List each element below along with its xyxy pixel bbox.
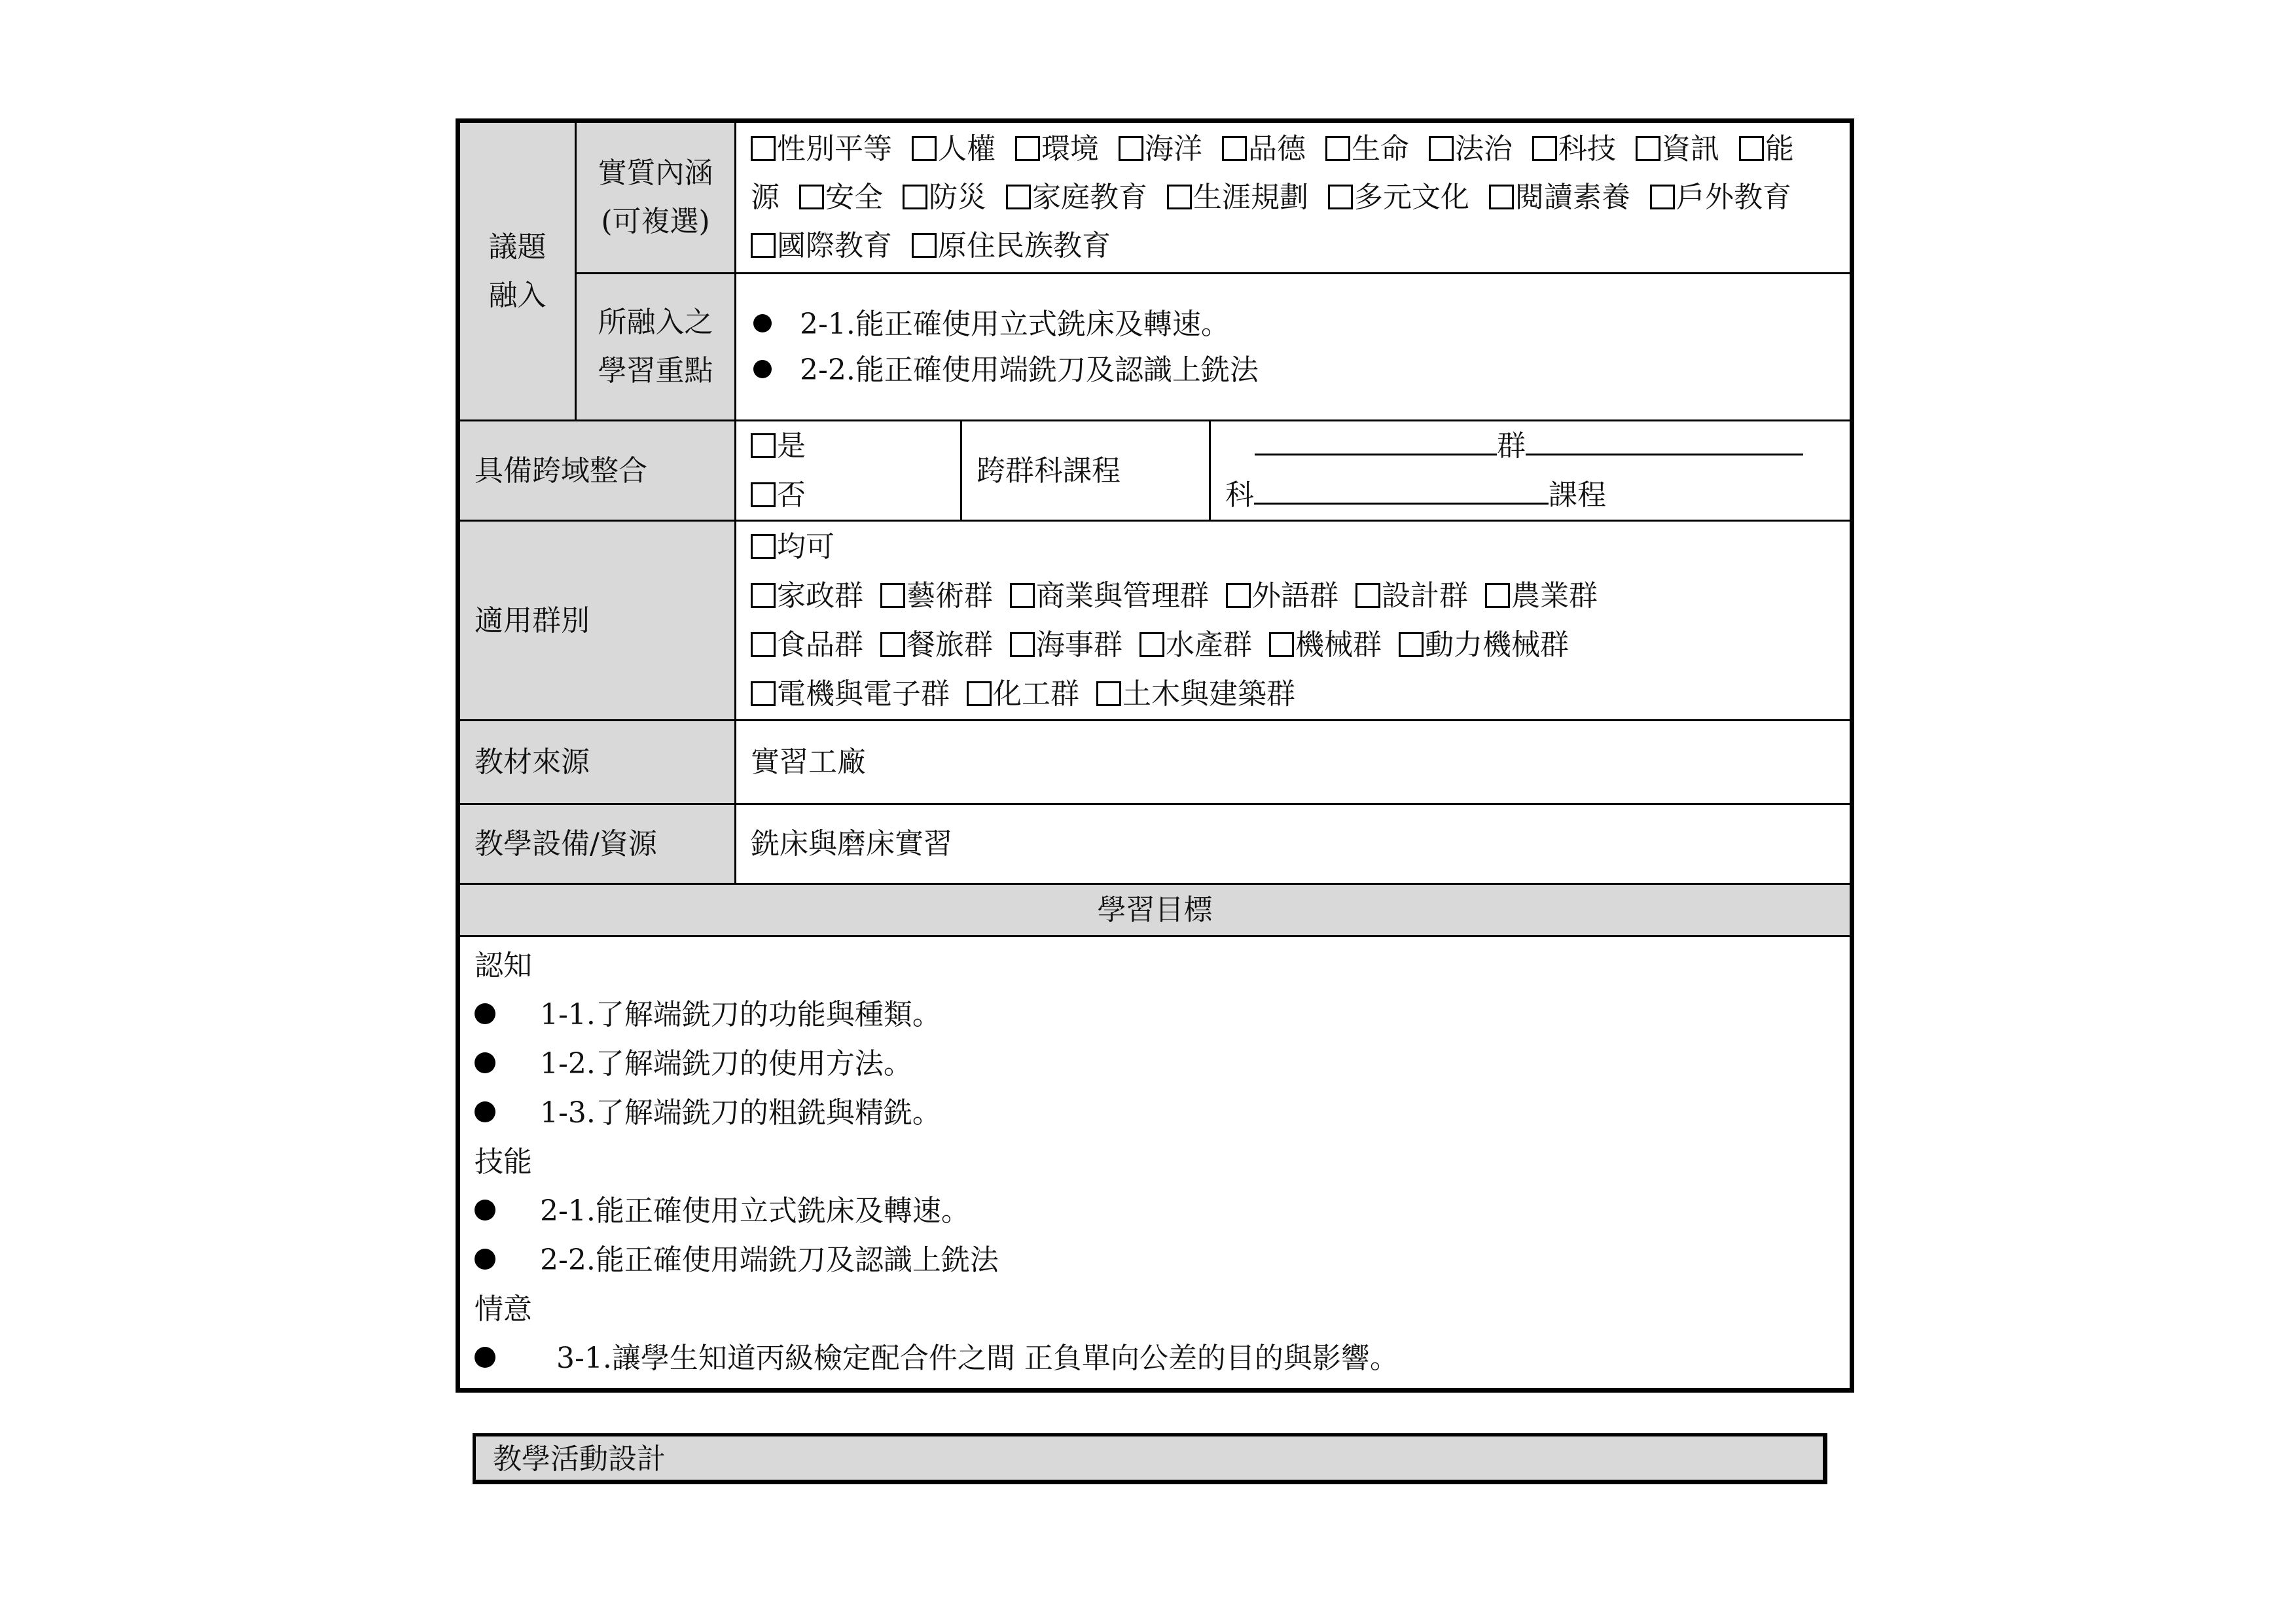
group-option[interactable] bbox=[967, 677, 1079, 711]
option-label: 生命 bbox=[1352, 132, 1409, 166]
option-label: 能源 bbox=[751, 132, 1794, 214]
skill-text: 2-1.能正確使用立式銑床及轉速。 bbox=[540, 1194, 970, 1228]
topic-option[interactable] bbox=[1650, 181, 1791, 214]
equipment-value bbox=[736, 804, 1852, 884]
yes-label: 是 bbox=[777, 429, 806, 463]
option-label: 防災 bbox=[929, 181, 986, 214]
checkbox[interactable] bbox=[1532, 136, 1557, 161]
topic-option[interactable] bbox=[1015, 132, 1099, 166]
issue-content-label bbox=[576, 121, 736, 274]
option-label: 藝術群 bbox=[906, 579, 993, 613]
option-label: 機械群 bbox=[1295, 628, 1382, 662]
checkbox[interactable] bbox=[751, 534, 776, 559]
group-option[interactable] bbox=[1010, 579, 1209, 613]
lesson-plan-table bbox=[456, 118, 1854, 1393]
cross-domain-options bbox=[736, 421, 961, 521]
option-label: 餐旅群 bbox=[906, 628, 993, 662]
topic-option[interactable] bbox=[912, 132, 996, 166]
bullet-icon bbox=[475, 1052, 495, 1073]
cross-course-label bbox=[961, 421, 1210, 521]
checkbox-no[interactable] bbox=[751, 482, 776, 507]
focus-point bbox=[751, 348, 1835, 393]
checkbox[interactable] bbox=[903, 185, 927, 209]
applicable-label bbox=[458, 521, 736, 721]
option-label: 國際教育 bbox=[777, 229, 892, 262]
affective-label: 情意 bbox=[475, 1293, 532, 1326]
bullet-icon bbox=[753, 360, 772, 378]
option-label: 多元文化 bbox=[1354, 181, 1469, 214]
topic-option[interactable] bbox=[1489, 181, 1630, 214]
equipment-value-text: 銑床與磨床實習 bbox=[751, 827, 952, 861]
cross-course-label-text: 跨群科課程 bbox=[977, 454, 1121, 488]
group-option[interactable] bbox=[1399, 628, 1569, 662]
applicable-row bbox=[458, 521, 1852, 721]
material-label-text: 教材來源 bbox=[475, 745, 590, 779]
topic-option[interactable] bbox=[903, 181, 986, 214]
group-option[interactable] bbox=[751, 579, 863, 613]
group-suffix: 群 bbox=[1497, 429, 1526, 463]
cross-course-fill bbox=[1210, 421, 1852, 521]
option-label: 家庭教育 bbox=[1032, 181, 1147, 214]
option-label: 海洋 bbox=[1145, 132, 1202, 166]
focus-point-text: 2-2.能正確使用端銑刀及認識上銑法 bbox=[800, 353, 1259, 387]
checkbox[interactable] bbox=[1739, 136, 1764, 161]
option-label: 設計群 bbox=[1382, 579, 1468, 613]
topic-option[interactable] bbox=[1328, 181, 1469, 214]
affective-item bbox=[475, 1334, 1835, 1383]
objectives-header-text: 學習目標 bbox=[1097, 893, 1213, 927]
topic-option[interactable] bbox=[751, 132, 892, 166]
group-row bbox=[751, 669, 1835, 719]
cognitive-text: 1-2.了解端銑刀的使用方法。 bbox=[540, 1047, 912, 1080]
option-label: 法治 bbox=[1455, 132, 1513, 166]
option-label: 人權 bbox=[938, 132, 996, 166]
issue-topics-list bbox=[751, 125, 1835, 270]
issue-content-label-text: 實質內涵(可複選) bbox=[598, 156, 713, 238]
focus-point bbox=[751, 302, 1835, 348]
topic-option[interactable] bbox=[1119, 132, 1202, 166]
cognitive-item bbox=[475, 1088, 1835, 1137]
checkbox[interactable] bbox=[1015, 136, 1040, 161]
no-option[interactable] bbox=[751, 471, 946, 520]
checkbox[interactable] bbox=[912, 233, 937, 258]
topic-option[interactable] bbox=[1532, 132, 1616, 166]
option-label: 食品群 bbox=[777, 628, 863, 662]
objectives-body-row bbox=[458, 936, 1852, 1391]
issue-focus-row bbox=[458, 274, 1852, 421]
cognitive-text: 1-1.了解端銑刀的功能與種類。 bbox=[540, 998, 941, 1031]
checkbox[interactable] bbox=[880, 632, 905, 657]
checkbox[interactable] bbox=[1636, 136, 1660, 161]
checkbox[interactable] bbox=[751, 681, 776, 706]
option-label: 海事群 bbox=[1036, 628, 1122, 662]
option-label: 資訊 bbox=[1662, 132, 1719, 166]
checkbox[interactable] bbox=[1269, 632, 1294, 657]
issue-focus-label-text: 所融入之學習重點 bbox=[598, 306, 713, 387]
objectives-body bbox=[458, 936, 1852, 1391]
group-row bbox=[751, 522, 1835, 571]
checkbox[interactable] bbox=[1429, 136, 1454, 161]
checkbox[interactable] bbox=[751, 233, 776, 258]
checkbox[interactable] bbox=[1399, 632, 1424, 657]
material-value bbox=[736, 721, 1852, 804]
applicable-groups bbox=[736, 521, 1852, 721]
issue-content-row bbox=[458, 121, 1852, 274]
checkbox[interactable] bbox=[751, 632, 776, 657]
checkbox[interactable] bbox=[1167, 185, 1192, 209]
skill-item bbox=[475, 1236, 1835, 1285]
group-option[interactable] bbox=[880, 579, 993, 613]
checkbox[interactable] bbox=[1325, 136, 1350, 161]
bullet-icon bbox=[475, 1249, 495, 1270]
cognitive-item bbox=[475, 990, 1835, 1039]
no-label: 否 bbox=[777, 478, 806, 512]
option-label: 原住民族教育 bbox=[938, 229, 1111, 262]
group-option[interactable] bbox=[1139, 628, 1252, 662]
option-label: 商業與管理群 bbox=[1036, 579, 1209, 613]
yes-option[interactable] bbox=[751, 421, 946, 471]
group-row bbox=[751, 620, 1835, 669]
skill-text: 2-2.能正確使用端銑刀及認識上銑法 bbox=[540, 1243, 999, 1277]
issue-topics-cell bbox=[736, 121, 1852, 274]
course-suffix: 課程 bbox=[1549, 478, 1606, 512]
option-label: 性別平等 bbox=[777, 132, 892, 166]
equipment-label-text: 教學設備/資源 bbox=[475, 827, 657, 861]
checkbox[interactable] bbox=[1006, 185, 1031, 209]
issue-focus-cell bbox=[736, 274, 1852, 421]
equipment-row bbox=[458, 804, 1852, 884]
cross-domain-row bbox=[458, 421, 1852, 521]
option-label: 生涯規劃 bbox=[1193, 181, 1308, 214]
checkbox[interactable] bbox=[799, 185, 824, 209]
option-label: 農業群 bbox=[1511, 579, 1598, 613]
topic-option[interactable] bbox=[1325, 132, 1409, 166]
cognitive-item bbox=[475, 1039, 1835, 1088]
issue-label bbox=[458, 121, 576, 421]
group-option[interactable] bbox=[751, 677, 950, 711]
option-label: 動力機械群 bbox=[1425, 628, 1569, 662]
checkbox[interactable] bbox=[751, 583, 776, 608]
checkbox[interactable] bbox=[1139, 632, 1164, 657]
group-blank[interactable] bbox=[1255, 425, 1497, 455]
group-option[interactable] bbox=[1355, 579, 1468, 613]
applicable-group-list bbox=[751, 522, 1835, 719]
issue-label-text: 議題融入 bbox=[488, 230, 547, 312]
group-option[interactable] bbox=[1226, 579, 1338, 613]
activity-design-label: 教學活動設計 bbox=[493, 1442, 666, 1476]
checkbox[interactable] bbox=[1096, 681, 1121, 706]
topic-option[interactable] bbox=[1167, 181, 1308, 214]
topic-option[interactable] bbox=[1006, 181, 1147, 214]
checkbox[interactable] bbox=[967, 681, 992, 706]
issue-focus-label bbox=[576, 274, 736, 421]
option-label: 均可 bbox=[777, 530, 834, 563]
checkbox[interactable] bbox=[751, 136, 776, 161]
checkbox[interactable] bbox=[1010, 583, 1035, 608]
checkbox[interactable] bbox=[1355, 583, 1380, 608]
applicable-label-text: 適用群別 bbox=[475, 603, 590, 637]
group-option[interactable] bbox=[1269, 628, 1382, 662]
group-option[interactable] bbox=[1010, 628, 1122, 662]
cognitive-text: 1-3.了解端銑刀的粗銑與精銑。 bbox=[540, 1096, 941, 1130]
subject-prefix: 科 bbox=[1225, 478, 1254, 512]
option-label: 水產群 bbox=[1166, 628, 1252, 662]
material-row bbox=[458, 721, 1852, 804]
option-label: 化工群 bbox=[993, 677, 1079, 711]
checkbox[interactable] bbox=[1119, 136, 1143, 161]
option-label: 戶外教育 bbox=[1676, 181, 1791, 214]
material-value-text: 實習工廠 bbox=[751, 745, 866, 779]
option-label: 外語群 bbox=[1252, 579, 1338, 613]
option-label: 家政群 bbox=[777, 579, 863, 613]
option-label: 科技 bbox=[1558, 132, 1616, 166]
checkbox[interactable] bbox=[912, 136, 937, 161]
checkbox[interactable] bbox=[880, 583, 905, 608]
objectives-header bbox=[458, 884, 1852, 936]
topic-option[interactable] bbox=[751, 229, 892, 262]
group-option[interactable] bbox=[751, 530, 834, 563]
group-option[interactable] bbox=[751, 628, 863, 662]
checkbox[interactable] bbox=[1485, 583, 1510, 608]
activity-design-header bbox=[473, 1433, 1827, 1484]
option-label: 安全 bbox=[825, 181, 883, 214]
cognitive-label: 認知 bbox=[475, 949, 532, 982]
group-blank-2[interactable] bbox=[1526, 425, 1803, 455]
topic-option[interactable] bbox=[799, 181, 883, 214]
focus-point-text: 2-1.能正確使用立式銑床及轉速。 bbox=[800, 308, 1230, 341]
bullet-icon bbox=[753, 314, 772, 332]
affective-text: 3-1.讓學生知道丙級檢定配合件之間 正負單向公差的目的與影響。 bbox=[556, 1342, 1399, 1375]
bullet-icon bbox=[475, 1200, 495, 1221]
checkbox[interactable] bbox=[1489, 185, 1514, 209]
objectives-header-row bbox=[458, 884, 1852, 936]
skill-label: 技能 bbox=[475, 1145, 532, 1179]
group-option[interactable] bbox=[1096, 677, 1295, 711]
skill-item bbox=[475, 1186, 1835, 1236]
option-label: 閱讀素養 bbox=[1515, 181, 1630, 214]
option-label: 品德 bbox=[1248, 132, 1306, 166]
group-row bbox=[751, 571, 1835, 620]
equipment-label bbox=[458, 804, 736, 884]
checkbox[interactable] bbox=[1328, 185, 1353, 209]
checkbox-yes[interactable] bbox=[751, 433, 776, 458]
cross-domain-label bbox=[458, 421, 736, 521]
checkbox[interactable] bbox=[1010, 632, 1035, 657]
option-label: 電機與電子群 bbox=[777, 677, 950, 711]
bullet-icon bbox=[475, 1347, 495, 1368]
checkbox[interactable] bbox=[1650, 185, 1675, 209]
cross-domain-label-text: 具備跨域整合 bbox=[475, 454, 647, 488]
topic-option[interactable] bbox=[1429, 132, 1513, 166]
bullet-icon bbox=[475, 1101, 495, 1122]
group-option[interactable] bbox=[880, 628, 993, 662]
checkbox[interactable] bbox=[1226, 583, 1251, 608]
material-label bbox=[458, 721, 736, 804]
topic-option[interactable] bbox=[912, 229, 1111, 262]
topic-option[interactable] bbox=[1636, 132, 1719, 166]
option-label: 土木與建築群 bbox=[1122, 677, 1295, 711]
bullet-icon bbox=[475, 1003, 495, 1024]
subject-blank[interactable] bbox=[1254, 474, 1549, 505]
group-option[interactable] bbox=[1485, 579, 1598, 613]
topic-option[interactable] bbox=[1222, 132, 1306, 166]
checkbox[interactable] bbox=[1222, 136, 1247, 161]
option-label: 環境 bbox=[1041, 132, 1099, 166]
